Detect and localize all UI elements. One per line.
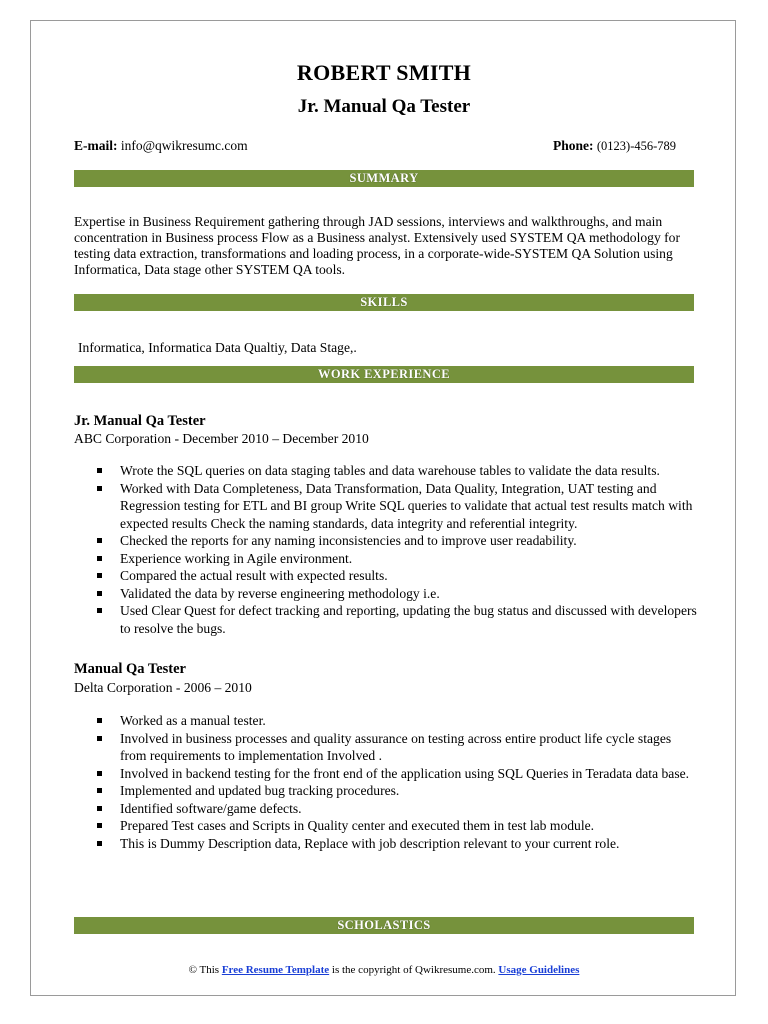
list-item: Experience working in Agile environment.: [74, 550, 700, 568]
skills-heading: SKILLS: [74, 294, 694, 311]
email-value: info@qwikresumc.com: [120, 138, 248, 153]
bullet-icon: [97, 608, 102, 613]
email-label: E-mail:: [74, 138, 118, 153]
job-1-company: ABC Corporation - December 2010 – December 2010: [74, 431, 369, 446]
bullet-icon: [97, 556, 102, 561]
list-item: Compared the actual result with expected results.: [74, 567, 700, 585]
bullet-icon: [97, 736, 102, 741]
list-item: Involved in business processes and quality assurance on testing across entire product life cycle stages from requirements to implementation Involved .: [74, 730, 700, 765]
bullet-icon: [97, 468, 102, 473]
bullet-icon: [97, 718, 102, 723]
bullet-icon: [97, 486, 102, 491]
list-item: Checked the reports for any naming inconsistencies and to improve user readability.: [74, 532, 700, 550]
free-resume-template-link[interactable]: Free Resume Template: [221, 964, 330, 976]
list-item: Worked as a manual tester.: [74, 712, 700, 730]
summary-text: Expertise in Business Requirement gathering through JAD sessions, interviews and walkthroughs, and main concentration in Business process Flow as a Business analyst. Extensively used SYSTEM QA methodology for testing data extraction, transformations and loading process, in a corporate-wide-SYSTEM QA Solution using Informatica, Data stage other SYSTEM QA tools.: [74, 214, 680, 277]
list-item: Prepared Test cases and Scripts in Quality center and executed them in test lab module.: [74, 817, 700, 835]
phone-value: (0123)-456-789: [596, 139, 677, 153]
bullet-icon: [97, 573, 102, 578]
footer-copyright: © This Free Resume Template is the copyright of Qwikresume.com. Usage Guidelines: [188, 964, 580, 976]
phone-label: Phone:: [553, 138, 594, 153]
list-item: Used Clear Quest for defect tracking and reporting, updating the bug status and discussed with developers to resolve the bugs.: [74, 602, 700, 637]
job-2-title: Manual Qa Tester: [74, 661, 186, 677]
job-1-bullets: [74, 462, 700, 637]
job-2-bullets: [74, 712, 700, 852]
list-item: Wrote the SQL queries on data staging tables and data warehouse tables to validate the data results.: [74, 462, 700, 480]
bullet-icon: [97, 806, 102, 811]
scholastics-heading: SCHOLASTICS: [74, 917, 694, 934]
phone-line: [553, 138, 676, 154]
email-line: [74, 138, 248, 154]
bullet-icon: [97, 771, 102, 776]
candidate-title: Jr. Manual Qa Tester: [297, 96, 471, 117]
list-item: Worked with Data Completeness, Data Transformation, Data Quality, Integration, UAT testing and Regression testing for ETL and BI group Write SQL queries to validate that actual test results match with expected results Check the naming standards, data integrity and referential integrity.: [74, 480, 700, 533]
summary-heading: SUMMARY: [74, 170, 694, 187]
candidate-name: ROBERT SMITH: [296, 60, 472, 85]
bullet-icon: [97, 538, 102, 543]
usage-guidelines-link[interactable]: Usage Guidelines: [498, 964, 580, 976]
job-1-title: Jr. Manual Qa Tester: [74, 413, 206, 429]
job-2-company: Delta Corporation - 2006 – 2010: [74, 680, 252, 695]
skills-text: Informatica, Informatica Data Qualtiy, Data Stage,.: [78, 340, 357, 355]
list-item: Validated the data by reverse engineering methodology i.e.: [74, 585, 700, 603]
bullet-icon: [97, 823, 102, 828]
work-experience-heading: WORK EXPERIENCE: [74, 366, 694, 383]
list-item: Implemented and updated bug tracking procedures.: [74, 782, 700, 800]
list-item: Involved in backend testing for the front end of the application using SQL Queries in Teradata data base.: [74, 765, 700, 783]
bullet-icon: [97, 841, 102, 846]
list-item: This is Dummy Description data, Replace with job description relevant to your current role.: [74, 835, 700, 853]
bullet-icon: [97, 591, 102, 596]
bullet-icon: [97, 788, 102, 793]
list-item: Identified software/game defects.: [74, 800, 700, 818]
